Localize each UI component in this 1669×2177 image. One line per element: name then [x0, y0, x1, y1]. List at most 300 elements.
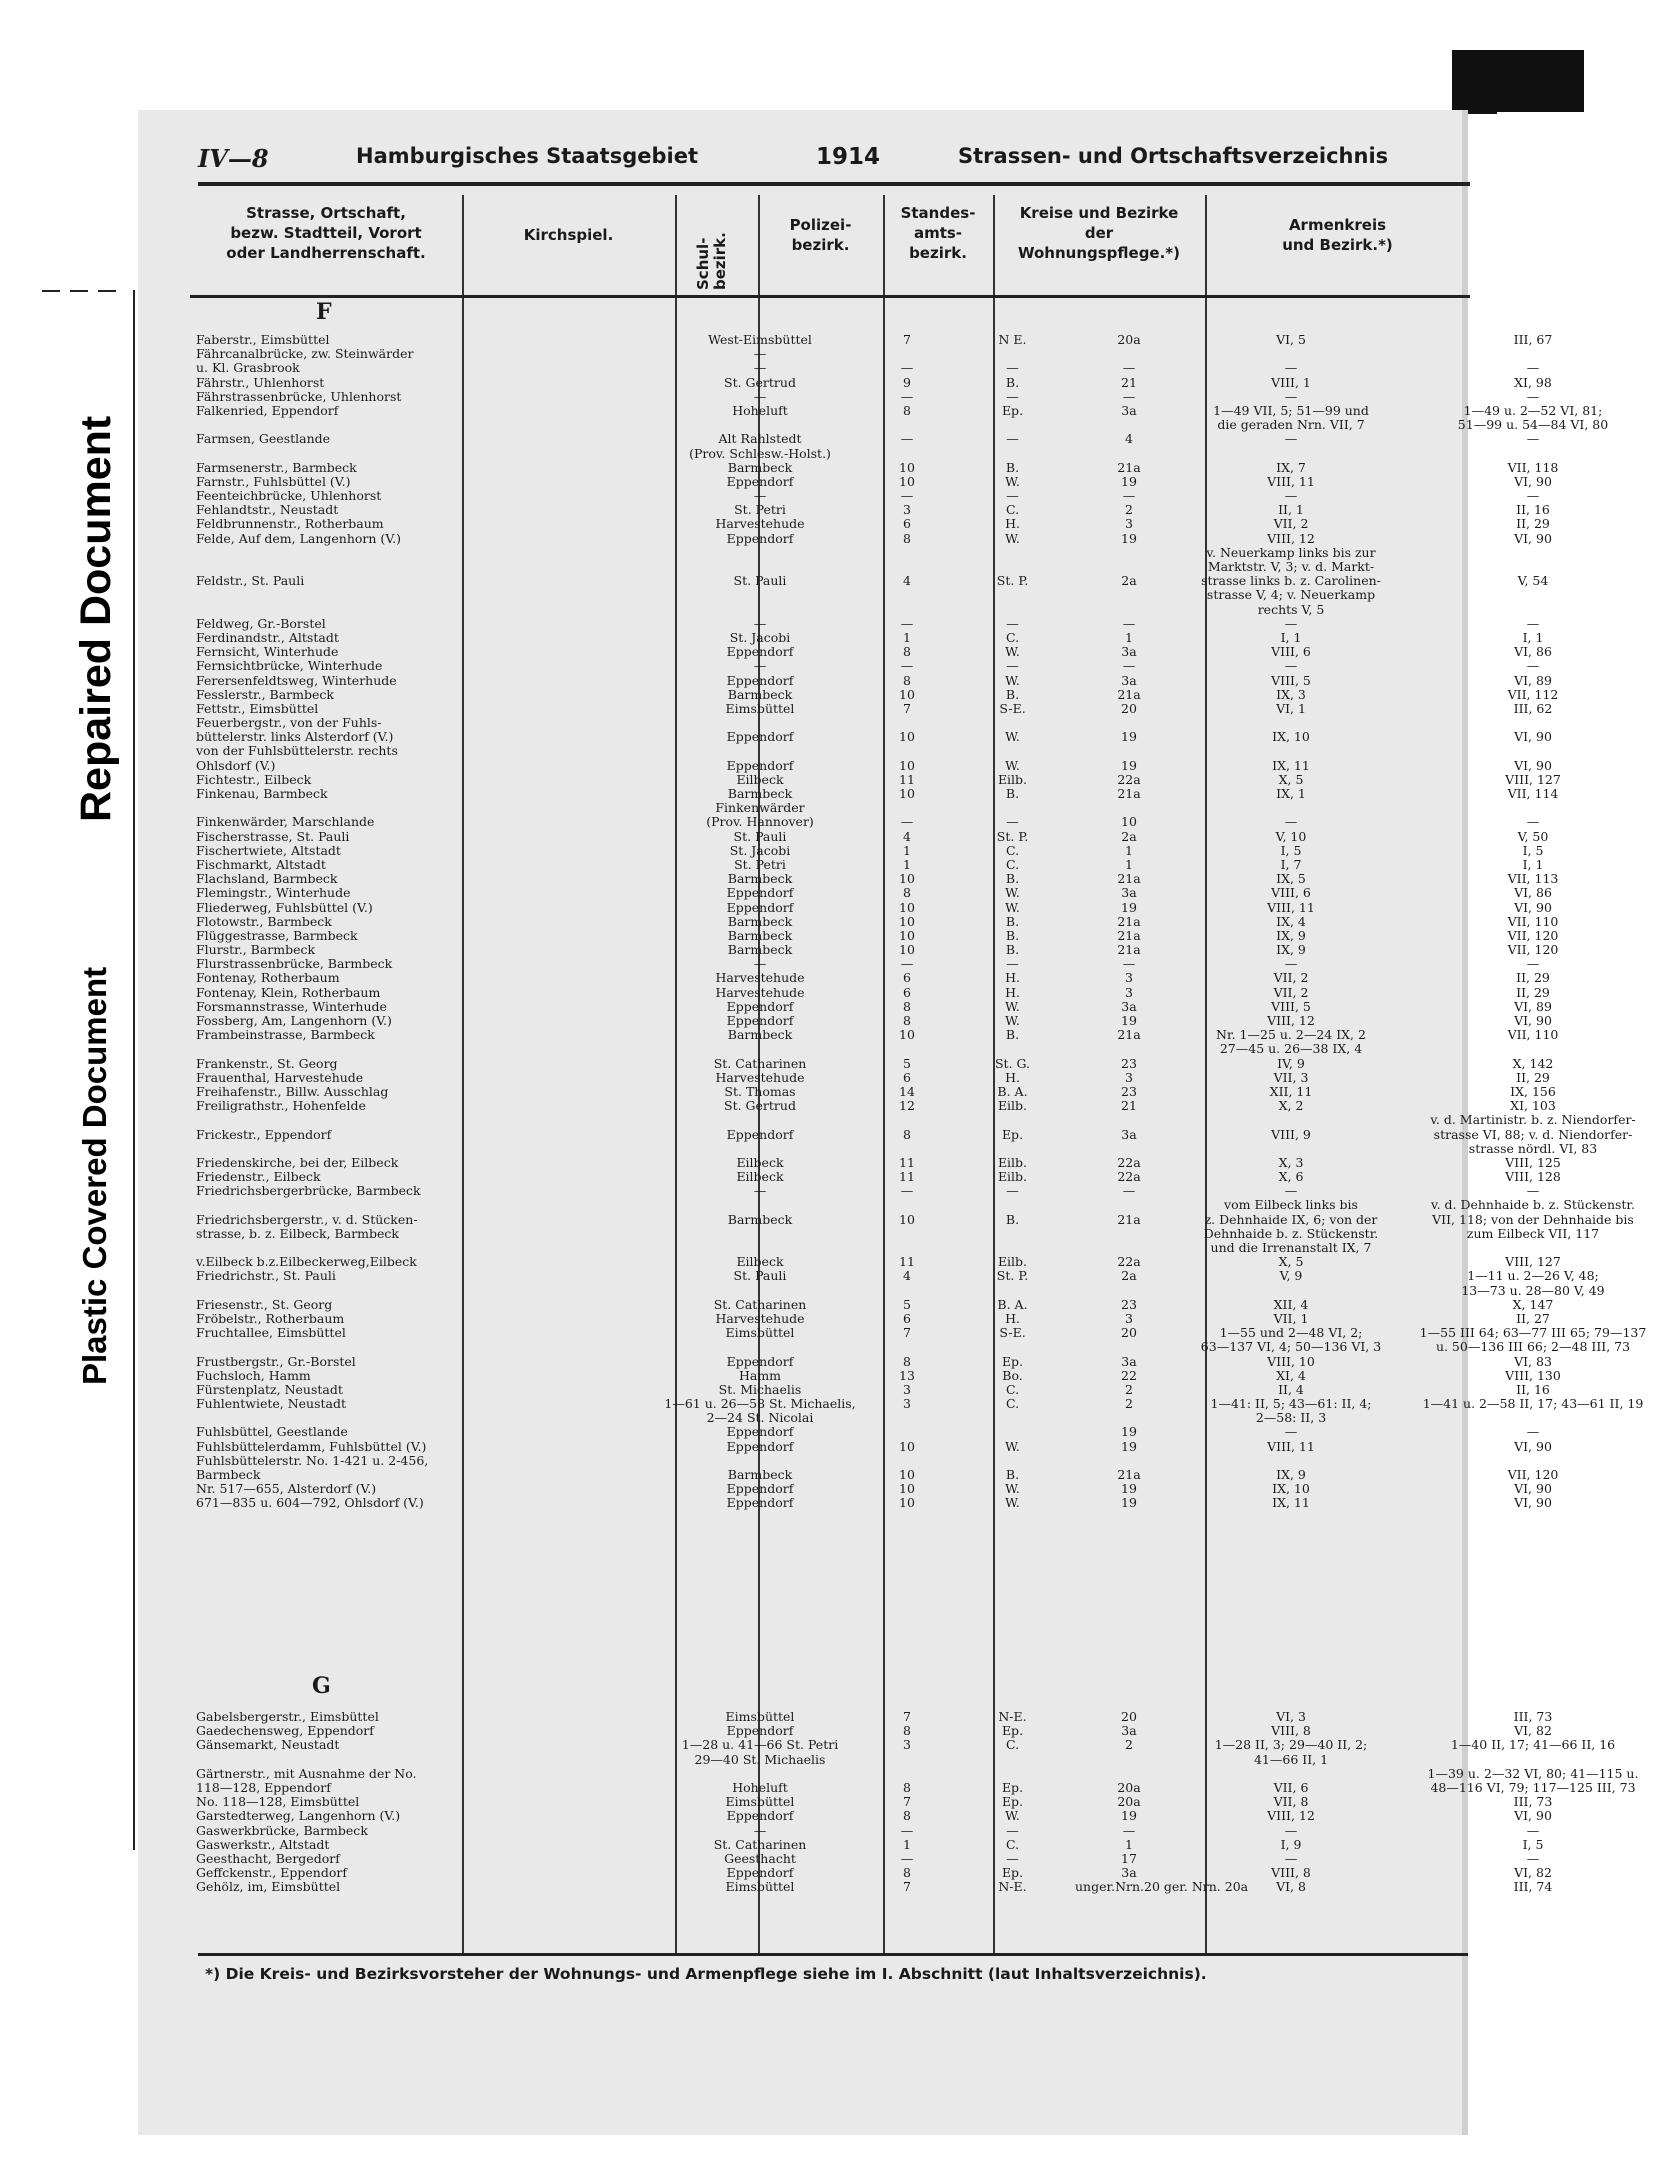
kirchspiel-cell: St. Thomas: [724, 1083, 796, 1099]
polizeibezirk-cell: Eilb.: [997, 771, 1028, 787]
schulbezirk-cell: 8: [903, 1808, 911, 1824]
wohnungspflege-cell: —: [1284, 1424, 1298, 1440]
street-cell: Gaswerkstr., Altstadt: [196, 1836, 330, 1852]
table-row: [190, 1140, 1598, 1156]
armenkreis-cell: VII, 120: [1507, 1467, 1559, 1482]
armenkreis-cell: II, 16: [1516, 502, 1550, 518]
wohnungspflege-cell: X, 2: [1278, 1098, 1304, 1114]
wohnungspflege-cell: VIII, 12: [1267, 1808, 1315, 1824]
table-row: [190, 488, 1540, 504]
polizeibezirk-cell: —: [1006, 360, 1019, 376]
column-header-wohnungspflege: Kreise und Bezirke der Wohnungspflege.*): [1017, 204, 1181, 262]
armenkreis-cell: XI, 103: [1510, 1098, 1556, 1114]
polizeibezirk-cell: H.: [1005, 516, 1020, 532]
schulbezirk-cell: 6: [903, 970, 911, 986]
table-row: [190, 786, 1559, 801]
street-cell: Forsmannstrasse, Winterhude: [196, 998, 387, 1014]
wohnungspflege-cell: VII, 3: [1273, 1069, 1309, 1085]
armenkreis-cell: III, 73: [1513, 1709, 1553, 1724]
street-cell: Frickestr., Eppendorf: [196, 1126, 332, 1142]
polizeibezirk-cell: Eilb.: [997, 1254, 1028, 1270]
kirchspiel-cell: St. Catharinen: [713, 1055, 807, 1071]
schulbezirk-cell: 1: [903, 856, 911, 872]
armenkreis-cell: VIII, 127: [1505, 1254, 1561, 1270]
street-cell: Fürstenplatz, Neustadt: [196, 1381, 343, 1397]
table-row: [190, 842, 1544, 858]
wohnungspflege-cell: die geraden Nrn. VII, 7: [1217, 417, 1365, 433]
schulbezirk-cell: 10: [899, 1211, 915, 1227]
wohnungspflege-cell: VIII, 8: [1271, 1865, 1311, 1881]
armenkreis-cell: u. 50—136 III 66; 2—48 III, 73: [1435, 1339, 1631, 1355]
standesamt-cell: 22a: [1117, 1169, 1141, 1185]
armenkreis-cell: VIII, 127: [1505, 771, 1561, 787]
kirchspiel-cell: Hamm: [738, 1367, 782, 1383]
wohnungspflege-cell: VIII, 9: [1271, 1126, 1311, 1142]
standesamt-cell: 20: [1121, 1325, 1137, 1341]
schulbezirk-cell: 4: [903, 1268, 911, 1284]
street-cell: Gaswerkbrücke, Barmbeck: [196, 1822, 368, 1838]
wohnungspflege-cell: rechts V, 5: [1257, 601, 1325, 617]
street-cell: Feenteichbrücke, Uhlenhorst: [196, 488, 382, 504]
schulbezirk-cell: —: [900, 814, 914, 830]
armenkreis-cell: —: [1526, 814, 1540, 830]
table-row: [190, 603, 1470, 617]
table-row: [190, 744, 1470, 758]
polizeibezirk-cell: W.: [1005, 672, 1020, 688]
street-cell: Fischmarkt, Altstadt: [196, 856, 326, 872]
standesamt-cell: 23: [1121, 1055, 1137, 1071]
armenkreis-cell: VI, 90: [1514, 530, 1552, 546]
standesamt-cell: 2a: [1121, 828, 1137, 844]
kirchspiel-cell: Eimsbüttel: [725, 700, 795, 716]
table-row: [190, 530, 1552, 546]
table-row: [190, 927, 1559, 943]
polizeibezirk-cell: —: [1006, 956, 1019, 972]
schulbezirk-cell: 14: [899, 1083, 915, 1099]
standesamt-cell: 2a: [1121, 573, 1137, 589]
schulbezirk-cell: 10: [899, 913, 915, 929]
street-cell: Feldbrunnenstr., Rotherbaum: [196, 516, 384, 532]
table-row: [190, 1241, 1470, 1255]
schulbezirk-cell: —: [900, 488, 914, 504]
polizeibezirk-cell: —: [1006, 814, 1019, 830]
polizeibezirk-cell: Eilb.: [997, 1098, 1028, 1114]
standesamt-cell: 21: [1121, 1098, 1137, 1114]
kirchspiel-cell: Eppendorf: [726, 1865, 794, 1881]
schulbezirk-cell: 8: [903, 644, 911, 660]
standesamt-cell: —: [1122, 388, 1136, 404]
armenkreis-cell: VI, 90: [1514, 899, 1552, 915]
page-title: Hamburgisches Staatsgebiet: [356, 144, 698, 168]
wohnungspflege-cell: —: [1284, 956, 1298, 972]
wohnungspflege-cell: VIII, 10: [1267, 1353, 1315, 1369]
kirchspiel-cell: Alt Rahlstedt: [718, 431, 802, 447]
table-row: [190, 885, 1552, 901]
table-row: [190, 431, 1540, 447]
table-row: [190, 899, 1552, 915]
wohnungspflege-cell: 41—66 II, 1: [1253, 1751, 1329, 1767]
standesamt-cell: 21: [1121, 374, 1137, 390]
table-row: [190, 1282, 1605, 1298]
wohnungspflege-cell: IX, 10: [1272, 1481, 1310, 1497]
standesamt-cell: 19: [1121, 1438, 1137, 1454]
table-row: [190, 1197, 1636, 1213]
schulbezirk-cell: 10: [899, 686, 915, 702]
street-cell: Gehölz, im, Eimsbüttel: [196, 1879, 341, 1895]
schulbezirk-cell: 3: [903, 1381, 911, 1397]
standesamt-cell: 22a: [1117, 1254, 1141, 1270]
schulbezirk-cell: 10: [899, 927, 915, 943]
wohnungspflege-cell: 2—58: II, 3: [1255, 1410, 1327, 1426]
armenkreis-cell: II, 16: [1516, 1381, 1550, 1397]
polizeibezirk-cell: W.: [1005, 1438, 1020, 1454]
kirchspiel-cell: Eppendorf: [726, 998, 794, 1014]
standesamt-cell: 2a: [1121, 1268, 1137, 1284]
wohnungspflege-cell: 1—41: II, 5; 43—61: II, 4;: [1210, 1396, 1372, 1412]
schulbezirk-cell: 8: [903, 998, 911, 1014]
kirchspiel-cell: Eppendorf: [726, 1438, 794, 1454]
table-row: [190, 347, 1470, 361]
street-cell: Fesslerstr., Barmbeck: [196, 686, 334, 702]
street-cell: 118—128, Eppendorf: [196, 1779, 331, 1795]
table-row: [190, 447, 1470, 461]
polizeibezirk-cell: W.: [1005, 729, 1020, 745]
schulbezirk-cell: 10: [899, 899, 915, 915]
kirchspiel-cell: Eppendorf: [726, 530, 794, 546]
polizeibezirk-cell: B.: [1005, 942, 1020, 958]
schulbezirk-cell: 11: [899, 771, 915, 787]
polizeibezirk-cell: C.: [1005, 842, 1020, 858]
kirchspiel-cell: (Prov. Hannover): [706, 814, 814, 830]
kirchspiel-cell: —: [753, 658, 767, 674]
table-row: [190, 516, 1550, 532]
armenkreis-cell: VI, 82: [1514, 1865, 1552, 1881]
street-cell: Fossberg, Am, Langenhorn (V.): [196, 1013, 392, 1028]
schulbezirk-cell: 5: [903, 1055, 911, 1071]
standesamt-cell: 10: [1121, 814, 1137, 830]
schulbezirk-cell: —: [900, 658, 914, 674]
kirchspiel-cell: Eppendorf: [726, 1353, 794, 1369]
polizeibezirk-cell: Ep.: [1001, 402, 1024, 418]
kirchspiel-cell: —: [753, 360, 767, 376]
kirchspiel-cell: —: [753, 1183, 767, 1199]
wohnungspflege-cell: VIII, 8: [1271, 1723, 1311, 1739]
table-row: [190, 729, 1552, 745]
kirchspiel-cell: 1—61 u. 26—58 St. Michaelis,: [664, 1396, 856, 1412]
column-header-rule: [190, 295, 1470, 298]
table-row: [190, 956, 1540, 972]
standesamt-cell: 19: [1121, 1495, 1137, 1511]
wohnungspflege-cell: VI, 3: [1276, 1709, 1306, 1724]
table-row: [190, 1055, 1554, 1071]
standesamt-cell: 17: [1121, 1850, 1137, 1866]
street-cell: Fuhlentwiete, Neustadt: [196, 1396, 347, 1412]
polizeibezirk-cell: St. P.: [996, 1268, 1029, 1284]
plastic-covered-label: Plastic Covered Document: [76, 966, 113, 1385]
armenkreis-cell: —: [1526, 1183, 1540, 1199]
armenkreis-cell: VI, 90: [1514, 1438, 1552, 1454]
polizeibezirk-cell: W.: [1005, 885, 1020, 901]
polizeibezirk-cell: Eilb.: [997, 1169, 1028, 1185]
polizeibezirk-cell: W.: [1005, 644, 1020, 660]
standesamt-cell: 21a: [1117, 686, 1141, 702]
table-row: [190, 1268, 1599, 1284]
street-cell: Finkenwärder, Marschlande: [196, 814, 375, 830]
table-row: [190, 1836, 1544, 1852]
section-title: Strassen- und Ortschaftsverzeichnis: [958, 144, 1389, 168]
standesamt-cell: 3a: [1121, 1126, 1137, 1142]
standesamt-cell: 3a: [1121, 1723, 1137, 1739]
wohnungspflege-cell: VIII, 11: [1267, 899, 1315, 915]
schulbezirk-cell: 1: [903, 629, 911, 645]
kirchspiel-cell: Eilbeck: [736, 1254, 784, 1270]
street-cell: Fischerstrasse, St. Pauli: [196, 828, 350, 844]
standesamt-cell: 21a: [1117, 459, 1141, 475]
polizeibezirk-cell: Ep.: [1001, 1865, 1024, 1881]
standesamt-cell: 19: [1121, 757, 1137, 773]
table-row: [190, 1411, 1470, 1425]
kirchspiel-cell: Eppendorf: [726, 644, 794, 660]
street-cell: Barmbeck: [196, 1467, 261, 1482]
kirchspiel-cell: St. Catharinen: [713, 1836, 807, 1852]
armenkreis-cell: —: [1526, 956, 1540, 972]
armenkreis-cell: VII, 110: [1507, 913, 1559, 929]
armenkreis-cell: III, 73: [1513, 1794, 1553, 1810]
standesamt-cell: 1: [1125, 856, 1133, 872]
armenkreis-cell: III, 62: [1513, 700, 1553, 716]
polizeibezirk-cell: N-E.: [998, 1709, 1027, 1724]
table-row: [190, 672, 1552, 688]
wohnungspflege-cell: 1—28 II, 3; 29—40 II, 2;: [1214, 1737, 1368, 1753]
polizeibezirk-cell: C.: [1005, 856, 1020, 872]
street-cell: No. 118—128, Eimsbüttel: [196, 1794, 360, 1810]
table-row: [190, 1310, 1550, 1326]
standesamt-cell: —: [1122, 488, 1136, 504]
table-row: [190, 1753, 1470, 1767]
kirchspiel-cell: —: [753, 488, 767, 504]
street-cell: Fehlandtstr., Neustadt: [196, 502, 339, 518]
kirchspiel-cell: St. Petri: [734, 502, 786, 518]
table-row: [190, 1381, 1550, 1397]
table-row: [190, 1211, 1634, 1227]
standesamt-cell: 1: [1125, 842, 1133, 858]
street-cell: Finkenau, Barmbeck: [196, 786, 328, 801]
schulbezirk-cell: —: [900, 360, 914, 376]
armenkreis-cell: zum Eilbeck VII, 117: [1466, 1225, 1600, 1241]
kirchspiel-cell: Barmbeck: [727, 927, 793, 943]
table-row: [190, 1879, 1553, 1895]
wohnungspflege-cell: IX, 5: [1276, 871, 1306, 887]
kirchspiel-cell: Eppendorf: [726, 899, 794, 915]
street-cell: Feldstr., St. Pauli: [196, 573, 305, 589]
table-row: [190, 1424, 1540, 1440]
kirchspiel-cell: Barmbeck: [727, 459, 793, 475]
table-row: [190, 502, 1550, 518]
street-cell: Gänsemarkt, Neustadt: [196, 1737, 340, 1753]
polizeibezirk-cell: St. P.: [996, 573, 1029, 589]
kirchspiel-cell: St. Gertrud: [724, 1098, 796, 1114]
armenkreis-cell: —: [1526, 1850, 1540, 1866]
standesamt-cell: 19: [1121, 1808, 1137, 1824]
armenkreis-cell: I, 1: [1522, 629, 1544, 645]
street-cell: Feuerbergstr., von der Fuhls-: [196, 715, 382, 731]
standesamt-cell: 20a: [1117, 1794, 1141, 1810]
schulbezirk-cell: 10: [899, 1467, 915, 1482]
street-cell: Falkenried, Eppendorf: [196, 402, 339, 418]
polizeibezirk-cell: H.: [1005, 984, 1020, 1000]
column-header-standesamtsbezirk: Standes- amts- bezirk.: [900, 204, 976, 262]
kirchspiel-cell: —: [753, 346, 767, 362]
table-row: [190, 1183, 1540, 1199]
wohnungspflege-cell: VIII, 6: [1271, 644, 1311, 660]
street-cell: Flachsland, Barmbeck: [196, 871, 338, 887]
column-header-polizeibezirk: Polizei- bezirk.: [789, 216, 852, 254]
armenkreis-cell: II, 29: [1516, 970, 1550, 986]
wohnungspflege-cell: z. Dehnhaide IX, 6; von der: [1204, 1211, 1378, 1227]
schulbezirk-cell: 5: [903, 1296, 911, 1312]
wohnungspflege-cell: VII, 2: [1273, 984, 1309, 1000]
armenkreis-cell: —: [1526, 488, 1540, 504]
armenkreis-cell: —: [1526, 388, 1540, 404]
polizeibezirk-cell: —: [1006, 488, 1019, 504]
polizeibezirk-cell: W.: [1005, 899, 1020, 915]
standesamt-cell: 21a: [1117, 871, 1141, 887]
wohnungspflege-cell: 27—45 u. 26—38 IX, 4: [1219, 1041, 1363, 1057]
wohnungspflege-cell: IX, 9: [1276, 942, 1306, 958]
table-row: [190, 629, 1544, 645]
wohnungspflege-cell: IX, 11: [1272, 757, 1310, 773]
kirchspiel-cell: Eilbeck: [736, 1169, 784, 1185]
schulbezirk-cell: —: [900, 1822, 914, 1838]
standesamt-cell: 19: [1121, 1013, 1137, 1028]
street-cell: Nr. 517—655, Alsterdorf (V.): [196, 1481, 377, 1497]
armenkreis-cell: strasse VI, 88; v. d. Niendorfer-: [1433, 1126, 1633, 1142]
kirchspiel-cell: Eimsbüttel: [725, 1879, 795, 1895]
schulbezirk-cell: 8: [903, 1865, 911, 1881]
schulbezirk-cell: 8: [903, 530, 911, 546]
kirchspiel-cell: St. Pauli: [733, 1268, 787, 1284]
schulbezirk-cell: 12: [899, 1098, 915, 1114]
kirchspiel-cell: Harvestehude: [715, 1310, 805, 1326]
standesamt-cell: 22: [1121, 1367, 1137, 1383]
schulbezirk-cell: 8: [903, 1779, 911, 1795]
kirchspiel-cell: 29—40 St. Michaelis: [694, 1751, 826, 1767]
armenkreis-cell: III, 74: [1513, 1879, 1553, 1895]
kirchspiel-cell: Harvestehude: [715, 970, 805, 986]
armenkreis-cell: VI, 90: [1514, 1808, 1552, 1824]
polizeibezirk-cell: St. G.: [994, 1055, 1031, 1071]
street-cell: Friedrichsbergerbrücke, Barmbeck: [196, 1183, 421, 1199]
armenkreis-cell: VI, 90: [1514, 1495, 1552, 1511]
armenkreis-cell: v. d. Dehnhaide b. z. Stückenstr.: [1430, 1197, 1636, 1213]
street-cell: strasse, b. z. Eilbeck, Barmbeck: [196, 1225, 400, 1241]
polizeibezirk-cell: N E.: [998, 332, 1027, 347]
table-row: [190, 1865, 1552, 1881]
kirchspiel-cell: Eimsbüttel: [725, 1325, 795, 1341]
polizeibezirk-cell: W.: [1005, 1495, 1020, 1511]
standesamt-cell: 3: [1125, 984, 1133, 1000]
column-header-armenkreis: Armenkreis und Bezirk.*): [1282, 216, 1393, 254]
armenkreis-cell: VI, 83: [1514, 1353, 1552, 1369]
standesamt-cell: 3a: [1121, 1865, 1137, 1881]
polizeibezirk-cell: —: [1006, 615, 1019, 631]
polizeibezirk-cell: Eilb.: [997, 1154, 1028, 1170]
table-row: [190, 1794, 1553, 1810]
polizeibezirk-cell: W.: [1005, 1808, 1020, 1824]
table-row: [190, 1779, 1636, 1795]
wohnungspflege-cell: II, 4: [1278, 1381, 1304, 1397]
standesamt-cell: —: [1122, 1183, 1136, 1199]
street-cell: Gärtnerstr., mit Ausnahme der No.: [196, 1765, 417, 1781]
standesamt-cell: 22a: [1117, 771, 1141, 787]
wohnungspflege-cell: XII, 4: [1273, 1296, 1309, 1312]
table-row: [190, 1098, 1556, 1114]
standesamt-cell: —: [1122, 658, 1136, 674]
armenkreis-cell: V, 54: [1517, 573, 1549, 589]
armenkreis-cell: VI, 89: [1514, 998, 1552, 1014]
polizeibezirk-cell: —: [1006, 1183, 1019, 1199]
standesamt-cell: 3: [1125, 516, 1133, 532]
wohnungspflege-cell: VIII, 12: [1267, 530, 1315, 546]
schulbezirk-cell: 8: [903, 402, 911, 418]
standesamt-cell: 21a: [1117, 1467, 1141, 1482]
polizeibezirk-cell: Bo.: [1002, 1367, 1023, 1383]
margin-rule: [133, 290, 135, 1850]
schulbezirk-cell: 7: [903, 332, 911, 347]
standesamt-cell: 3a: [1121, 644, 1137, 660]
schulbezirk-cell: 10: [899, 786, 915, 801]
wohnungspflege-cell: —: [1284, 658, 1298, 674]
kirchspiel-cell: West-Eimsbüttel: [708, 332, 812, 347]
table-row: [190, 700, 1553, 716]
standesamt-cell: 2: [1125, 1396, 1133, 1412]
polizeibezirk-cell: H.: [1005, 1069, 1020, 1085]
street-cell: Fernsicht, Winterhude: [196, 644, 339, 660]
table-row: [190, 984, 1550, 1000]
standesamt-cell: 1: [1125, 629, 1133, 645]
street-cell: Flurstrassenbrücke, Barmbeck: [196, 956, 393, 972]
wohnungspflege-cell: IX, 4: [1276, 913, 1306, 929]
armenkreis-cell: v. d. Martinistr. b. z. Niendorfer-: [1430, 1112, 1636, 1128]
table-row: [190, 1339, 1631, 1355]
schulbezirk-cell: —: [900, 1850, 914, 1866]
polizeibezirk-cell: B. A.: [997, 1296, 1028, 1312]
street-cell: Fährcanalbrücke, zw. Steinwärder: [196, 346, 414, 362]
standesamt-cell: 19: [1121, 473, 1137, 489]
street-cell: Gabelsbergerstr., Eimsbüttel: [196, 1709, 379, 1724]
polizeibezirk-cell: C.: [1005, 1836, 1020, 1852]
schulbezirk-cell: 8: [903, 1126, 911, 1142]
kirchspiel-cell: St. Jacobi: [729, 629, 791, 645]
kirchspiel-cell: Eppendorf: [726, 1013, 794, 1028]
street-cell: büttelerstr. links Alsterdorf (V.): [196, 729, 394, 745]
schulbezirk-cell: 7: [903, 1879, 911, 1895]
standesamt-cell: 3: [1125, 1310, 1133, 1326]
armenkreis-cell: VII, 110: [1507, 1027, 1559, 1043]
schulbezirk-cell: 10: [899, 459, 915, 475]
polizeibezirk-cell: S-E.: [999, 1325, 1026, 1341]
column-header-kirchspiel: Kirchspiel.: [523, 226, 614, 244]
standesamt-cell: 3a: [1121, 998, 1137, 1014]
wohnungspflege-cell: —: [1284, 431, 1298, 447]
wohnungspflege-cell: VII, 2: [1273, 970, 1309, 986]
table-row: [190, 573, 1549, 589]
street-cell: Farmsenerstr., Barmbeck: [196, 459, 357, 475]
wohnungspflege-cell: VIII, 11: [1267, 473, 1315, 489]
street-cell: Feldweg, Gr.-Borstel: [196, 615, 326, 631]
standesamt-cell: 20a: [1117, 332, 1141, 347]
wohnungspflege-cell: und die Irrenanstalt IX, 7: [1210, 1240, 1372, 1255]
